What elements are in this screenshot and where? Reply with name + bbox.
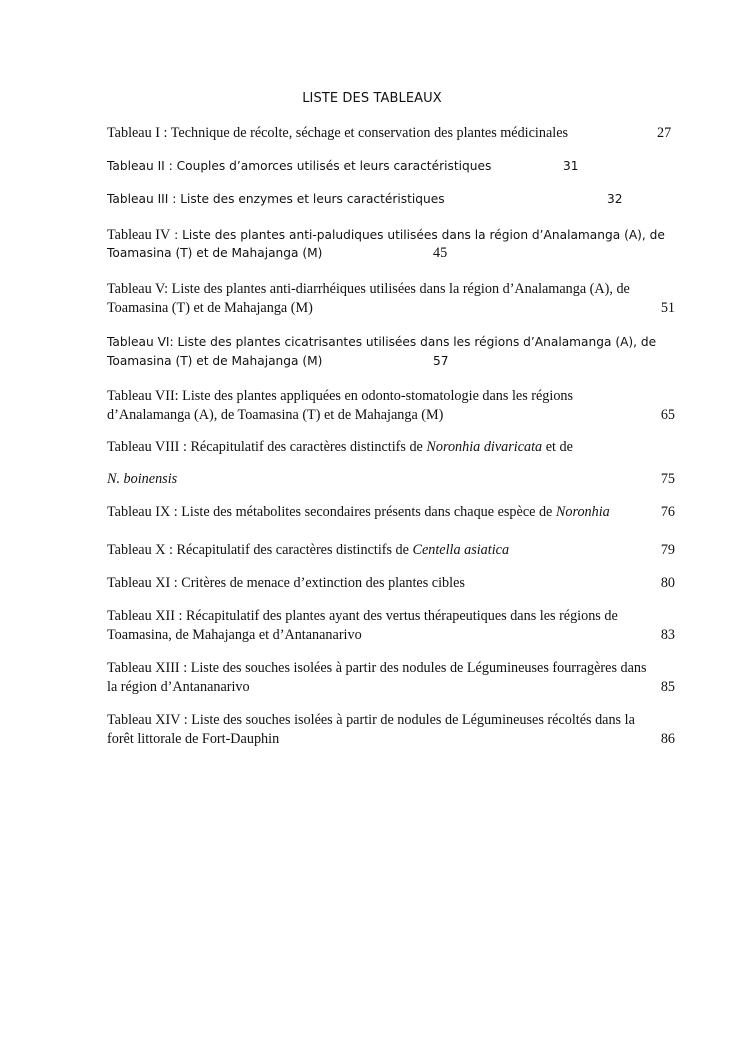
species-name: N. boinensis (107, 471, 178, 487)
page-number: 80 (660, 575, 675, 591)
entry-title: Tableau VIII : Récapitulatif des caractères distinctifs de (107, 439, 427, 455)
entry-title-continued: d’Analamanga (A), de Toamasina (T) et de Mahajanga (M) (107, 407, 444, 423)
toc-entry (107, 438, 675, 457)
toc-entry (107, 225, 675, 263)
toc-entry (107, 190, 675, 209)
toc-entry (107, 541, 675, 560)
page-number: 27 (657, 125, 672, 141)
entry-title: Tableau I : Technique de récolte, séchage et conservation des plantes médicinales (107, 125, 569, 141)
entry-title-continued: Toamasina, de Mahajanga et d’Antananarivo (107, 627, 362, 643)
toc-entry (107, 280, 675, 318)
entry-title-continued: forêt littorale de Fort-Dauphin (107, 731, 280, 747)
page-number: 79 (660, 542, 675, 558)
entry-title-continued: Toamasina (T) et de Mahajanga (M) (107, 246, 323, 260)
entry-title: Tableau VII: Liste des plantes appliquées en odonto-stomatologie dans les régions (107, 388, 574, 404)
entry-label: Tableau IV (107, 227, 171, 243)
species-name: Noronhia divaricata (426, 439, 543, 455)
page-number: 75 (660, 471, 675, 487)
entry-title-continued: la région d’Antananarivo (107, 679, 250, 695)
entry-title: Tableau XI : Critères de menace d’extinction des plantes cibles (107, 575, 465, 591)
toc-entry (107, 387, 675, 425)
toc-entry (107, 124, 675, 143)
entry-title: : Liste des plantes anti-paludiques utilisées dans la région d’Analamanga (A), de (170, 228, 665, 242)
entry-title-continued: Toamasina (T) et de Mahajanga (M) (107, 354, 323, 368)
toc-entry-continued (107, 470, 675, 489)
entry-title: Tableau II : Couples d’amorces utilisés et leurs caractéristiques (107, 159, 492, 173)
page-number: 85 (660, 679, 675, 695)
page-number: 51 (660, 300, 675, 316)
toc-entry (107, 659, 678, 697)
entry-title-continued: Toamasina (T) et de Mahajanga (M) (107, 300, 313, 316)
toc-entry (107, 333, 675, 371)
page-number: 86 (660, 731, 675, 747)
page-title: LISTE DES TABLEAUX (302, 91, 442, 106)
toc-entry (107, 574, 675, 593)
entry-title: Tableau IX : Liste des métabolites secondaires présents dans chaque espèce de (107, 504, 556, 520)
entry-title: Tableau VI: Liste des plantes cicatrisantes utilisées dans les régions d’Analamanga (A), de (107, 335, 657, 349)
toc-entry (107, 503, 675, 522)
page-number: 32 (607, 192, 623, 206)
entry-title-end: et de (542, 439, 573, 455)
toc-entry (107, 711, 675, 749)
entry-title: Tableau V: Liste des plantes anti-diarrhéiques utilisées dans la région d’Analamanga (A), de (107, 281, 630, 297)
page-number: 83 (660, 627, 675, 643)
entry-title: Tableau X : Récapitulatif des caractères distinctifs de (107, 542, 413, 558)
page-number: 76 (660, 504, 675, 520)
page-number: 31 (563, 159, 579, 173)
page-number: 45 (433, 245, 448, 261)
entry-title: Tableau III : Liste des enzymes et leurs caractéristiques (107, 192, 445, 206)
toc-entry (107, 157, 675, 176)
entry-title: Tableau XIII : Liste des souches isolées à partir des nodules de Légumineuses fourragères dans (107, 660, 647, 676)
entry-title: Tableau XII : Récapitulatif des plantes ayant des vertus thérapeutiques dans les régions de (107, 608, 618, 624)
species-name: Centella asiatica (412, 542, 510, 558)
page-number: 57 (433, 354, 449, 368)
toc-entry (107, 607, 675, 645)
genus-name: Noronhia (555, 504, 610, 520)
page-number: 65 (660, 407, 675, 423)
entry-title: Tableau XIV : Liste des souches isolées à partir de nodules de Légumineuses récoltés dans la (107, 712, 635, 728)
